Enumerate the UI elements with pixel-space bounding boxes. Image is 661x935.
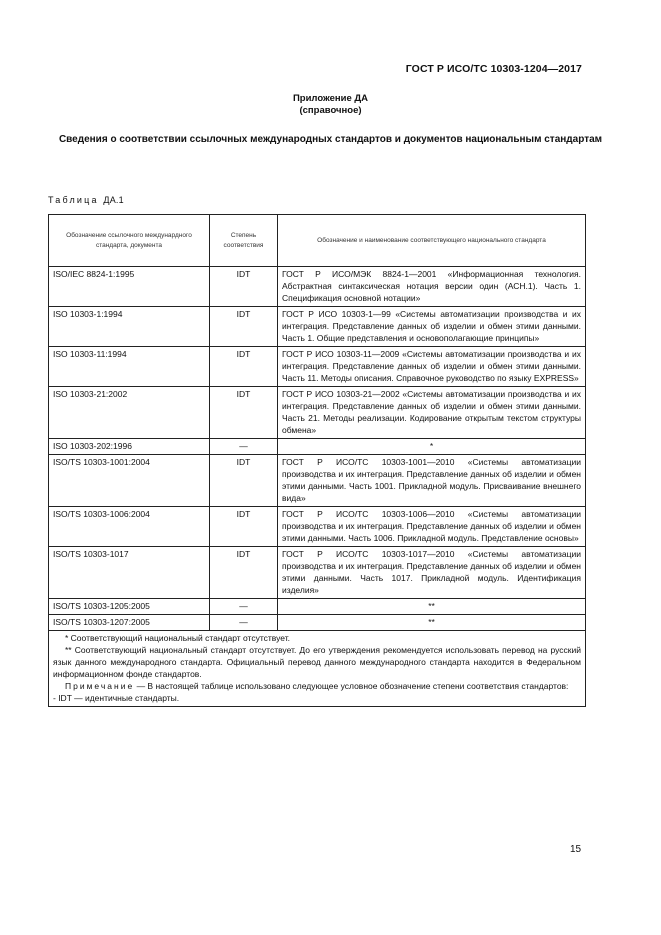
reference-cell: ISO/TS 10303-1017 [49, 547, 210, 599]
reference-cell: ISO/TS 10303-1001:2004 [49, 455, 210, 507]
table-row [49, 307, 586, 347]
reference-cell: ISO/TS 10303-1207:2005 [49, 615, 210, 631]
table-row [49, 507, 586, 547]
table-caption [48, 195, 124, 205]
degree-cell: IDT [210, 507, 278, 547]
table-row [49, 547, 586, 599]
reference-cell: ISO/TS 10303-1205:2005 [49, 599, 210, 615]
degree-cell: — [210, 599, 278, 615]
degree-cell: IDT [210, 347, 278, 387]
table-notes-row [49, 631, 586, 707]
reference-cell: ISO 10303-202:1996 [49, 439, 210, 455]
table-caption-word: Таблица [48, 195, 99, 205]
note-label: Примечание [65, 681, 135, 691]
degree-cell: IDT [210, 267, 278, 307]
annex-subtitle: (справочное) [299, 105, 362, 116]
degree-cell: IDT [210, 387, 278, 439]
table-row [49, 599, 586, 615]
table-row [49, 267, 586, 307]
reference-cell: ISO 10303-21:2002 [49, 387, 210, 439]
degree-cell: IDT [210, 547, 278, 599]
reference-cell: ISO 10303-1:1994 [49, 307, 210, 347]
table-header-row [49, 215, 586, 267]
table-row [49, 615, 586, 631]
national-cell: * [278, 439, 586, 455]
section-title: Сведения о соответствии ссылочных международных стандартов и документов национальным стандартам [58, 134, 603, 145]
note-text: — В настоящей таблице использовано следующее условное обозначение степени соответствия стандартов: [134, 681, 569, 691]
national-cell: ГОСТ Р ИСО/ТС 10303-1006—2010 «Системы автоматизации производства и их интеграция. Представление данных об изделии и обмен этими данными. Часть 1006. Прикладной модуль. Представление основы» [278, 507, 586, 547]
page-number: 15 [570, 844, 582, 855]
national-cell: ГОСТ Р ИСО/МЭК 8824-1—2001 «Информационная технология. Абстрактная синтаксическая нотация версии один (АСН.1). Часть 1. Спецификация основной нотации» [278, 267, 586, 307]
national-cell: ГОСТ Р ИСО/ТС 10303-1001—2010 «Системы автоматизации производства и их интеграция. Представление данных об изделии и обмен этими данными. Часть 1001. Прикладной модуль. Присваивание внешнего вида» [278, 455, 586, 507]
correspondence-table [48, 214, 586, 707]
footnote-single-star: * Соответствующий национальный стандарт отсутствует. [65, 633, 291, 643]
degree-cell: — [210, 439, 278, 455]
national-cell: ** [278, 615, 586, 631]
reference-cell: ISO 10303-11:1994 [49, 347, 210, 387]
national-cell: ГОСТ Р ИСО 10303-21—2002 «Системы автоматизации производства и их интеграция. Представление данных об изделии и обмен этими данными. Часть 21. Методы реализации. Кодирование открытым текстом структуры обмена» [278, 387, 586, 439]
degree-cell: — [210, 615, 278, 631]
header-degree: Степень соответствия [210, 215, 278, 267]
header-national-standard: Обозначение и наименование соответствующего национального стандарта [278, 215, 586, 267]
document-code: ГОСТ Р ИСО/ТС 10303-1204—2017 [405, 63, 582, 75]
footnote-double-star: ** Соответствующий национальный стандарт отсутствует. До его утверждения рекомендуется использовать перевод на русский язык данного международного стандарта. Официальный перевод данного международного стандарта находится в Федеральном информационном фонде стандартов. [53, 645, 581, 679]
header-reference-standard: Обозначение ссылочного междунардного стандарта, документа [49, 215, 210, 267]
national-cell: ** [278, 599, 586, 615]
annex-title: Приложение ДА [292, 93, 369, 104]
national-cell: ГОСТ Р ИСО 10303-11—2009 «Системы автоматизации производства и их интеграция. Представление данных об изделии и обмен этими данными. Часть 11. Методы описания. Справочное руководство по языку EXPRESS» [278, 347, 586, 387]
table-caption-number: ДА.1 [103, 195, 124, 205]
table-row [49, 439, 586, 455]
table-note [53, 680, 581, 692]
table-row [49, 387, 586, 439]
table-row [49, 455, 586, 507]
degree-cell: IDT [210, 455, 278, 507]
reference-cell: ISO/IEC 8824-1:1995 [49, 267, 210, 307]
idt-definition: - IDT — идентичные стандарты. [53, 693, 180, 703]
national-cell: ГОСТ Р ИСО/ТС 10303-1017—2010 «Системы автоматизации производства и их интеграция. Представление данных об изделии и обмен этими данными. Часть 1017. Прикладной модуль. Идентификация изделия» [278, 547, 586, 599]
reference-cell: ISO/TS 10303-1006:2004 [49, 507, 210, 547]
annex-heading [0, 93, 661, 117]
table-row [49, 347, 586, 387]
degree-cell: IDT [210, 307, 278, 347]
national-cell: ГОСТ Р ИСО 10303-1—99 «Системы автоматизации производства и их интеграция. Представление данных об изделии и обмен этими данными. Часть 1. Общие представления и основополагающие принципы» [278, 307, 586, 347]
table-notes [49, 631, 586, 707]
